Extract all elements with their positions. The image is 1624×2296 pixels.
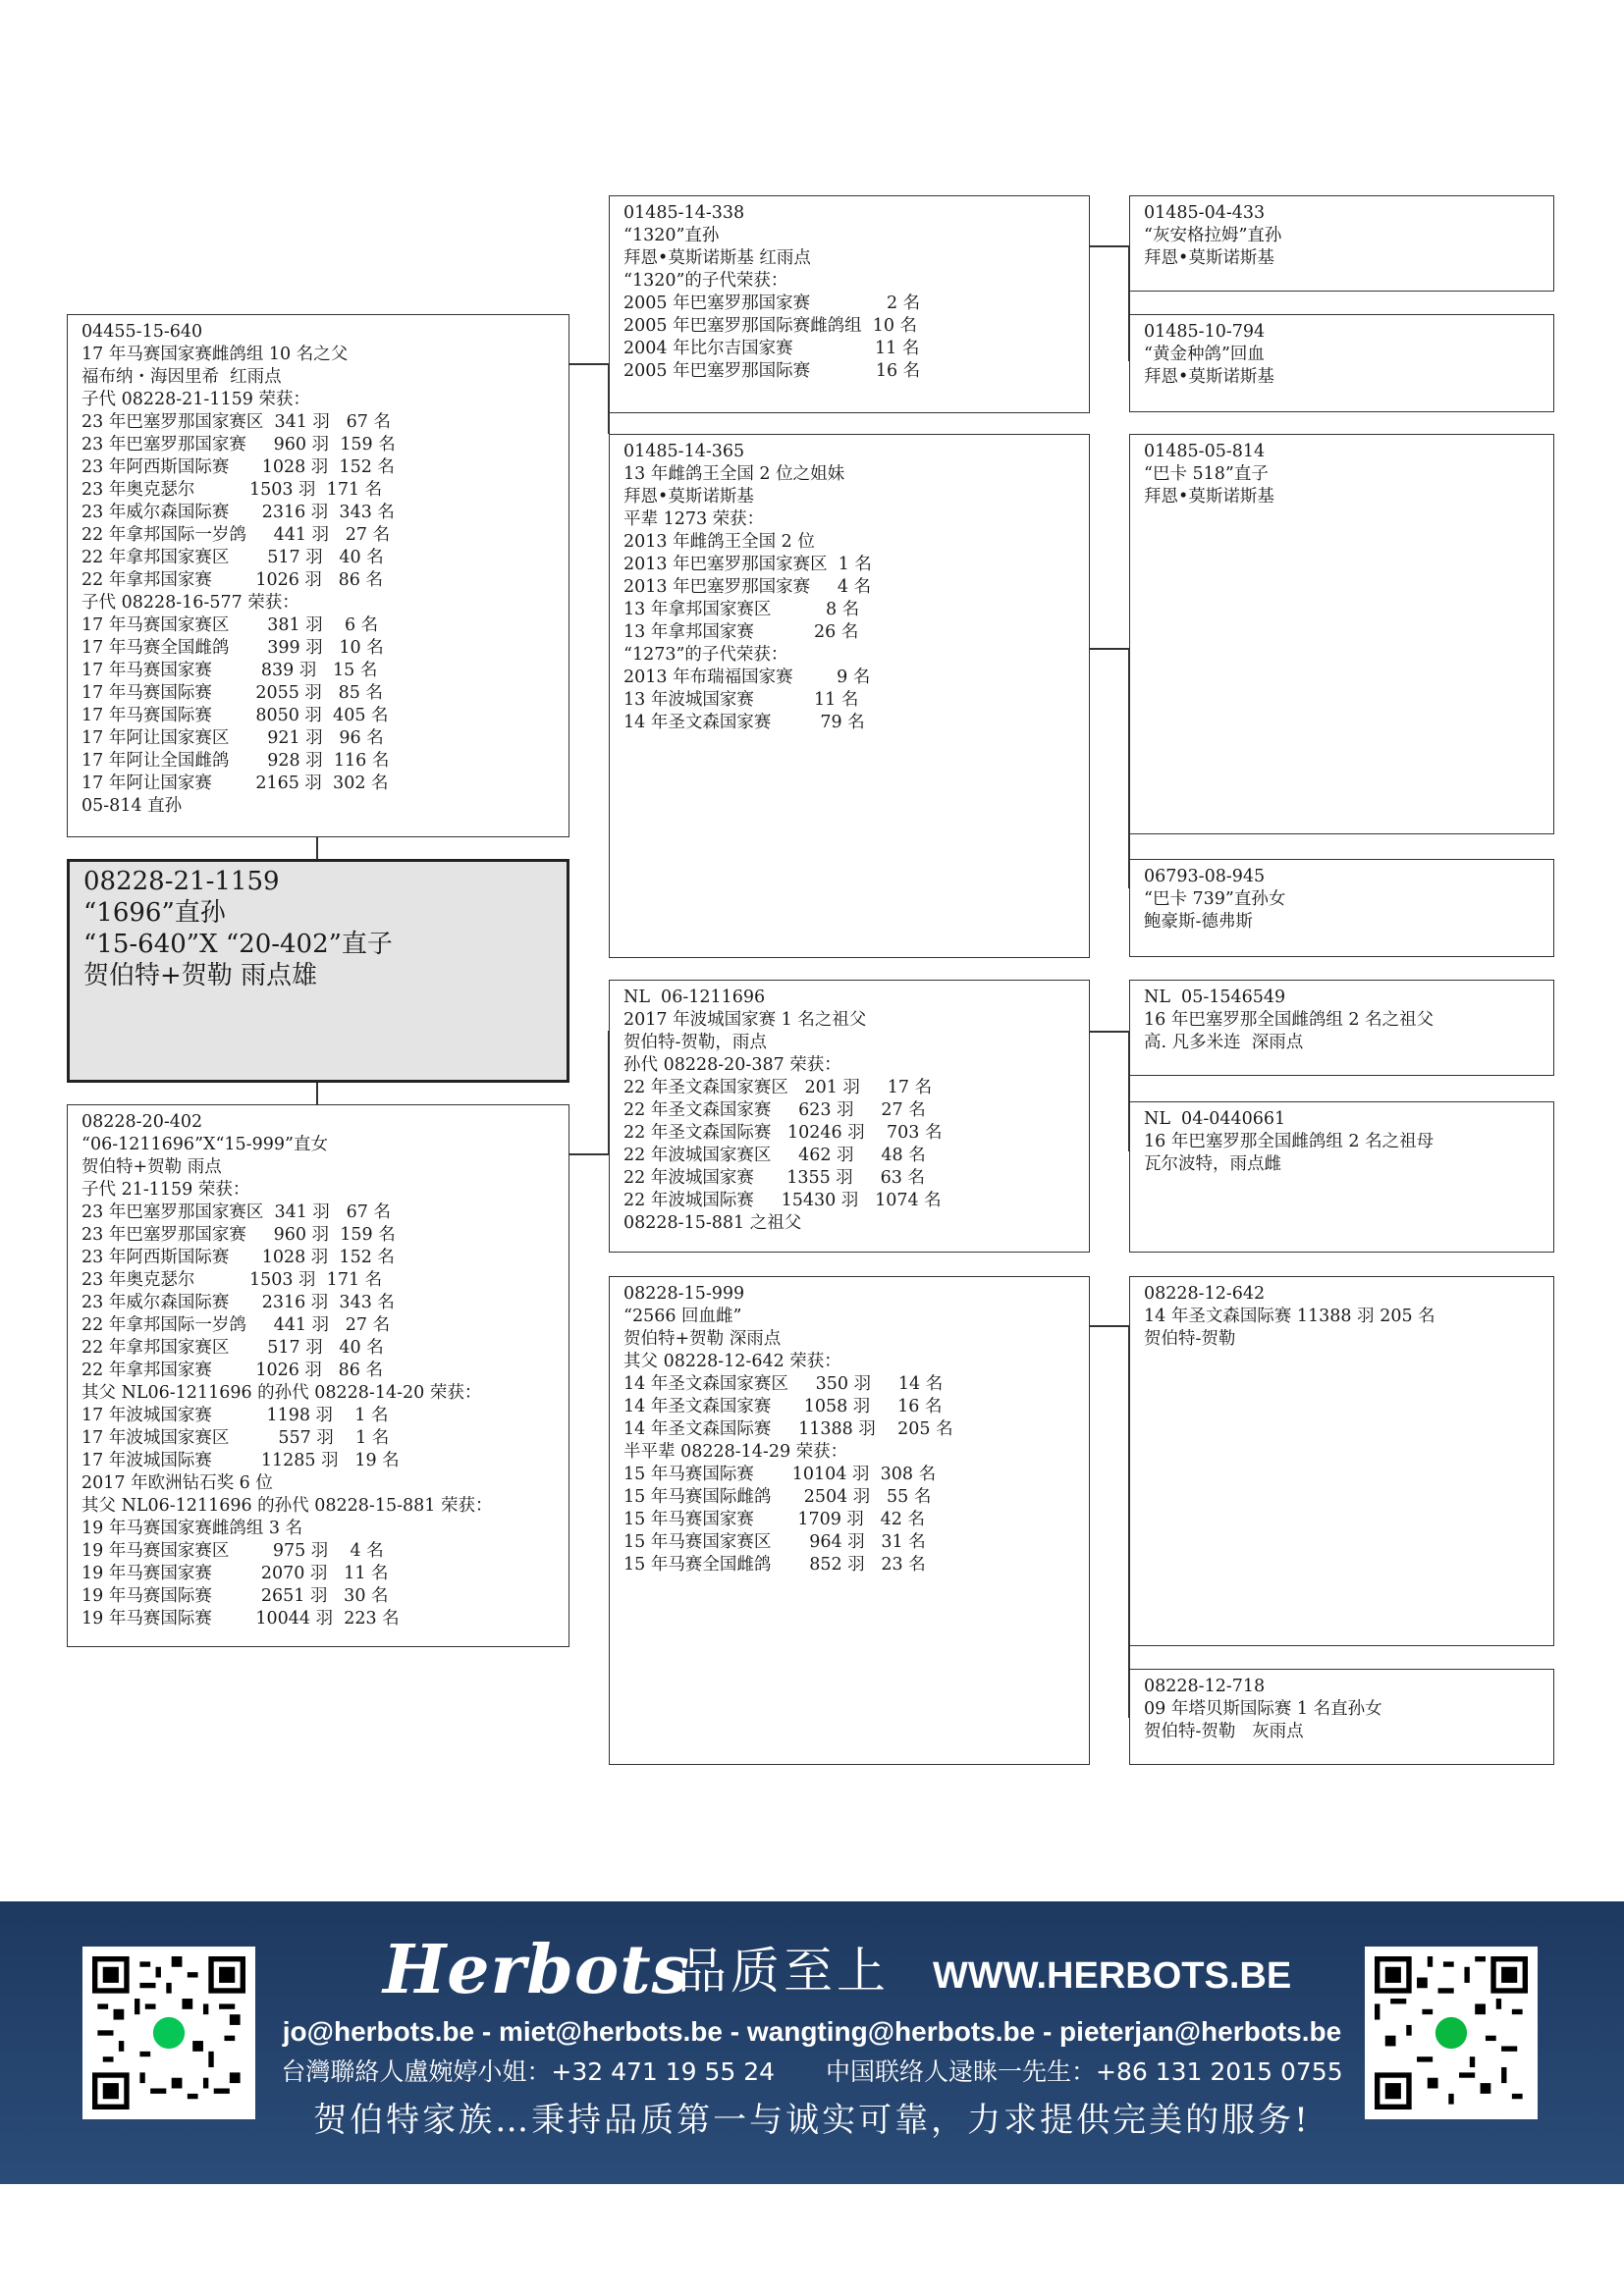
card-line: 22 年波城国家赛区 462 羽 48 名: [623, 1146, 926, 1165]
card-line: 19 年马赛国家赛 2070 羽 11 名: [81, 1564, 389, 1583]
card-line: 19 年马赛国家赛雌鸽组 3 名: [81, 1519, 303, 1538]
website-link[interactable]: WWW.HERBOTS.BE: [933, 1955, 1292, 1997]
card-line: 2005 年巴塞罗那国家赛 2 名: [623, 294, 921, 313]
footer-band: [0, 1901, 1624, 2184]
card-line: 14 年圣文森国家赛区 350 羽 14 名: [623, 1374, 944, 1394]
connector: [316, 1083, 318, 1104]
card-line: “1320”直孙: [623, 226, 720, 245]
ring-number: 01485-14-365: [623, 442, 745, 461]
card-line: 15 年马赛国际雌鸽 2504 羽 55 名: [623, 1487, 932, 1507]
card-line: 22 年拿邦国际一岁鸽 441 羽 27 名: [81, 1315, 391, 1335]
card-line: 22 年拿邦国家赛区 517 羽 40 名: [81, 548, 384, 567]
dam-card: [67, 1104, 569, 1647]
card-line: 23 年阿西斯国际赛 1028 羽 152 名: [81, 1248, 395, 1267]
card-line: 2017 年波城国家赛 1 名之祖父: [623, 1010, 867, 1030]
dsd-card: [1129, 1101, 1554, 1253]
card-line: 13 年波城国家赛 11 名: [623, 690, 859, 710]
card-line: 05-814 直孙: [81, 796, 183, 816]
card-line: 17 年马赛全国雌鸽 399 羽 10 名: [81, 638, 384, 658]
ring-number: 01485-10-794: [1144, 322, 1266, 342]
card-line: 14 年圣文森国家赛 1058 羽 16 名: [623, 1397, 943, 1416]
card-line: 拜恩•莫斯诺斯基: [1144, 367, 1274, 387]
card-line: 09 年塔贝斯国际赛 1 名直孙女: [1144, 1699, 1382, 1719]
brand-logo: Herbots: [383, 1931, 690, 2009]
card-line: “巴卡 518”直子: [1144, 464, 1269, 484]
connector: [569, 1153, 609, 1155]
sds-card: [1129, 434, 1554, 834]
card-line: 22 年圣文森国家赛 623 羽 27 名: [623, 1100, 926, 1120]
card-line: 22 年圣文森国际赛 10246 羽 703 名: [623, 1123, 943, 1143]
card-line: 23 年巴塞罗那国家赛 960 羽 159 名: [81, 435, 396, 454]
card-line: 17 年波城国际赛 11285 羽 19 名: [81, 1451, 400, 1470]
card-line: 贺伯特-贺勒，雨点: [623, 1033, 767, 1052]
card-line: 17 年阿让全国雌鸽 928 羽 116 名: [81, 751, 390, 771]
card-line: 17 年马赛国家赛区 381 羽 6 名: [81, 615, 379, 635]
dds-card: [1129, 1276, 1554, 1646]
card-line: 孙代 08228-20-387 荣获：: [623, 1055, 841, 1075]
card-line: 贺伯特-贺勒: [1144, 1329, 1236, 1349]
card-line: 13 年拿邦国家赛区 8 名: [623, 600, 860, 619]
connector: [316, 837, 318, 859]
ring-number: NL 06-1211696: [623, 988, 766, 1007]
ring-number: 06793-08-945: [1144, 867, 1266, 886]
card-line: “2566 回血雌”: [623, 1307, 742, 1326]
ring-number: 08228-12-642: [1144, 1284, 1266, 1304]
card-line: 子代 08228-16-577 荣获：: [81, 593, 299, 613]
card-line: 子代 08228-21-1159 荣获：: [81, 390, 310, 409]
card-line: “1320”的子代荣获：: [623, 271, 788, 291]
card-line: 17 年马赛国家赛 839 羽 15 名: [81, 661, 378, 680]
card-line: 平辈 1273 荣获：: [623, 509, 765, 529]
card-line: 23 年巴塞罗那国家赛区 341 羽 67 名: [81, 412, 391, 432]
card-line: “15-640”X “20-402”直子: [83, 930, 393, 959]
card-line: 子代 21-1159 荣获：: [81, 1180, 250, 1200]
card-line: 17 年马赛国际赛 8050 羽 405 名: [81, 706, 389, 725]
card-line: 拜恩•莫斯诺斯基: [1144, 248, 1274, 268]
card-line: 2005 年巴塞罗那国际赛 16 名: [623, 361, 921, 381]
card-line: 22 年拿邦国家赛区 517 羽 40 名: [81, 1338, 384, 1358]
card-line: 13 年雌鸽王全国 2 位之姐妹: [623, 464, 845, 484]
card-line: 23 年奥克瑟尔 1503 羽 171 名: [81, 480, 383, 500]
card-line: 瓦尔波特，雨点雌: [1144, 1154, 1281, 1174]
motto: 贺伯特家族…秉持品质第一与诚实可靠，力求提供完美的服务!: [313, 2101, 1311, 2140]
card-line: “巴卡 739”直孙女: [1144, 889, 1286, 909]
card-line: 高. 凡多米连 深雨点: [1144, 1033, 1304, 1052]
card-line: 17 年马赛国家赛雌鸽组 10 名之父: [81, 345, 349, 364]
dam-dam-card: [609, 1276, 1090, 1765]
card-line: 22 年拿邦国际一岁鸽 441 羽 27 名: [81, 525, 391, 545]
ring-number: NL 04-0440661: [1144, 1109, 1286, 1129]
dss-card: [1129, 980, 1554, 1076]
connector: [1090, 1325, 1129, 1327]
sss-card: [1129, 195, 1554, 292]
connector: [1090, 648, 1129, 650]
ring-number: 04455-15-640: [81, 322, 203, 342]
card-line: 16 年巴塞罗那全国雌鸽组 2 名之祖母: [1144, 1132, 1435, 1151]
card-line: 17 年阿让国家赛区 921 羽 96 名: [81, 728, 384, 748]
connector: [1090, 1031, 1129, 1033]
ring-number: NL 05-1546549: [1144, 988, 1286, 1007]
card-line: 拜恩•莫斯诺斯基: [623, 487, 754, 507]
brand-row: [383, 1931, 1292, 2009]
card-line: 23 年威尔森国际赛 2316 羽 343 名: [81, 503, 395, 522]
card-line: 半平辈 08228-14-29 荣获：: [623, 1442, 848, 1462]
card-line: 16 年巴塞罗那全国雌鸽组 2 名之祖父: [1144, 1010, 1435, 1030]
card-line: 2004 年比尔吉国家赛 11 名: [623, 339, 920, 358]
card-line: 贺伯特+贺勒 雨点: [81, 1157, 222, 1177]
dam-sire-card: [609, 980, 1090, 1253]
subject-card: [67, 859, 569, 1083]
card-line: 23 年奥克瑟尔 1503 羽 171 名: [81, 1270, 383, 1290]
card-line: 23 年巴塞罗那国家赛 960 羽 159 名: [81, 1225, 396, 1245]
contact-taiwan: 台灣聯絡人盧婉婷小姐：+32 471 19 55 24: [281, 2057, 776, 2086]
card-line: 22 年波城国际赛 15430 羽 1074 名: [623, 1191, 942, 1210]
card-line: 08228-15-881 之祖父: [623, 1213, 802, 1233]
card-line: 23 年威尔森国际赛 2316 羽 343 名: [81, 1293, 395, 1312]
card-line: 福布纳・海因里希 红雨点: [81, 367, 282, 387]
card-line: 19 年马赛国际赛 2651 羽 30 名: [81, 1586, 389, 1606]
card-line: 22 年拿邦国家赛 1026 羽 86 名: [81, 570, 383, 590]
card-line: 23 年阿西斯国际赛 1028 羽 152 名: [81, 457, 395, 477]
card-line: 14 年圣文森国家赛 79 名: [623, 713, 865, 732]
card-line: 鲍豪斯-德弗斯: [1144, 912, 1253, 932]
card-line: “1273”的子代荣获：: [623, 645, 788, 665]
card-line: 2013 年巴塞罗那国家赛区 1 名: [623, 555, 872, 574]
ssd-card: [1129, 314, 1554, 412]
card-line: “灰安格拉姆”直孙: [1144, 226, 1282, 245]
card-line: 17 年波城国家赛 1198 羽 1 名: [81, 1406, 389, 1425]
card-line: 2017 年欧洲钻石奖 6 位: [81, 1473, 273, 1493]
ring-number: 08228-21-1159: [83, 867, 280, 896]
card-line: 贺伯特+贺勒 雨点雄: [83, 961, 318, 990]
card-line: 2013 年雌鸽王全国 2 位: [623, 532, 815, 552]
brand-slogan: 品质至上: [677, 1943, 890, 2000]
card-line: “黄金种鸽”回血: [1144, 345, 1265, 364]
connector: [569, 363, 609, 365]
card-line: 贺伯特-贺勒 灰雨点: [1144, 1722, 1304, 1741]
card-line: 14 年圣文森国际赛 11388 羽 205 名: [623, 1419, 953, 1439]
ring-number: 08228-20-402: [81, 1112, 203, 1132]
card-line: 2013 年布瑞福国家赛 9 名: [623, 667, 871, 687]
contact-china: 中国联络人逯睐一先生：+86 131 2015 0755: [826, 2057, 1343, 2086]
card-line: “06-1211696”X“15-999”直女: [81, 1135, 328, 1154]
card-line: 17 年阿让国家赛 2165 羽 302 名: [81, 774, 389, 793]
card-line: 其父 NL06-1211696 的孙代 08228-14-20 荣获：: [81, 1383, 482, 1403]
card-line: 2013 年巴塞罗那国家赛 4 名: [623, 577, 872, 597]
ring-number: 08228-12-718: [1144, 1677, 1266, 1696]
card-line: 其父 08228-12-642 荣获：: [623, 1352, 841, 1371]
ddd-card: [1129, 1669, 1554, 1765]
card-line: 17 年马赛国际赛 2055 羽 85 名: [81, 683, 383, 703]
card-line: 19 年马赛国家赛区 975 羽 4 名: [81, 1541, 384, 1561]
card-line: 23 年巴塞罗那国家赛区 341 羽 67 名: [81, 1202, 391, 1222]
ring-number: 01485-14-338: [623, 203, 745, 223]
ring-number: 01485-05-814: [1144, 442, 1266, 461]
ring-number: 08228-15-999: [623, 1284, 745, 1304]
card-line: 15 年马赛全国雌鸽 852 羽 23 名: [623, 1555, 926, 1575]
email-list[interactable]: jo@herbots.be - miet@herbots.be - wangting@herbots.be - pieterjan@herbots.be: [282, 2016, 1342, 2047]
card-line: 2005 年巴塞罗那国际赛雌鸽组 10 名: [623, 316, 918, 336]
card-line: 22 年圣文森国家赛区 201 羽 17 名: [623, 1078, 933, 1097]
card-line: “1696”直孙: [83, 898, 226, 928]
sdd-card: [1129, 859, 1554, 957]
card-line: 17 年波城国家赛区 557 羽 1 名: [81, 1428, 390, 1448]
sire-sire-card: [609, 195, 1090, 413]
card-line: 拜恩•莫斯诺斯基: [1144, 487, 1274, 507]
ring-number: 01485-04-433: [1144, 203, 1266, 223]
sire-dam-card: [609, 434, 1090, 958]
card-line: 15 年马赛国家赛区 964 羽 31 名: [623, 1532, 926, 1552]
card-line: 22 年拿邦国家赛 1026 羽 86 名: [81, 1361, 383, 1380]
sire-card: [67, 314, 569, 837]
card-line: 22 年波城国家赛 1355 羽 63 名: [623, 1168, 925, 1188]
card-line: 其父 NL06-1211696 的孙代 08228-15-881 荣获：: [81, 1496, 493, 1516]
card-line: 拜恩•莫斯诺斯基 红雨点: [623, 248, 811, 268]
card-line: 贺伯特+贺勒 深雨点: [623, 1329, 782, 1349]
card-line: 19 年马赛国际赛 10044 羽 223 名: [81, 1609, 400, 1629]
card-line: 15 年马赛国家赛 1709 羽 42 名: [623, 1510, 925, 1529]
contact-row: [0, 2056, 1624, 2088]
card-line: 15 年马赛国际赛 10104 羽 308 名: [623, 1465, 937, 1484]
connector: [1090, 245, 1129, 247]
card-line: 14 年圣文森国际赛 11388 羽 205 名: [1144, 1307, 1435, 1326]
card-line: 13 年拿邦国家赛 26 名: [623, 622, 859, 642]
